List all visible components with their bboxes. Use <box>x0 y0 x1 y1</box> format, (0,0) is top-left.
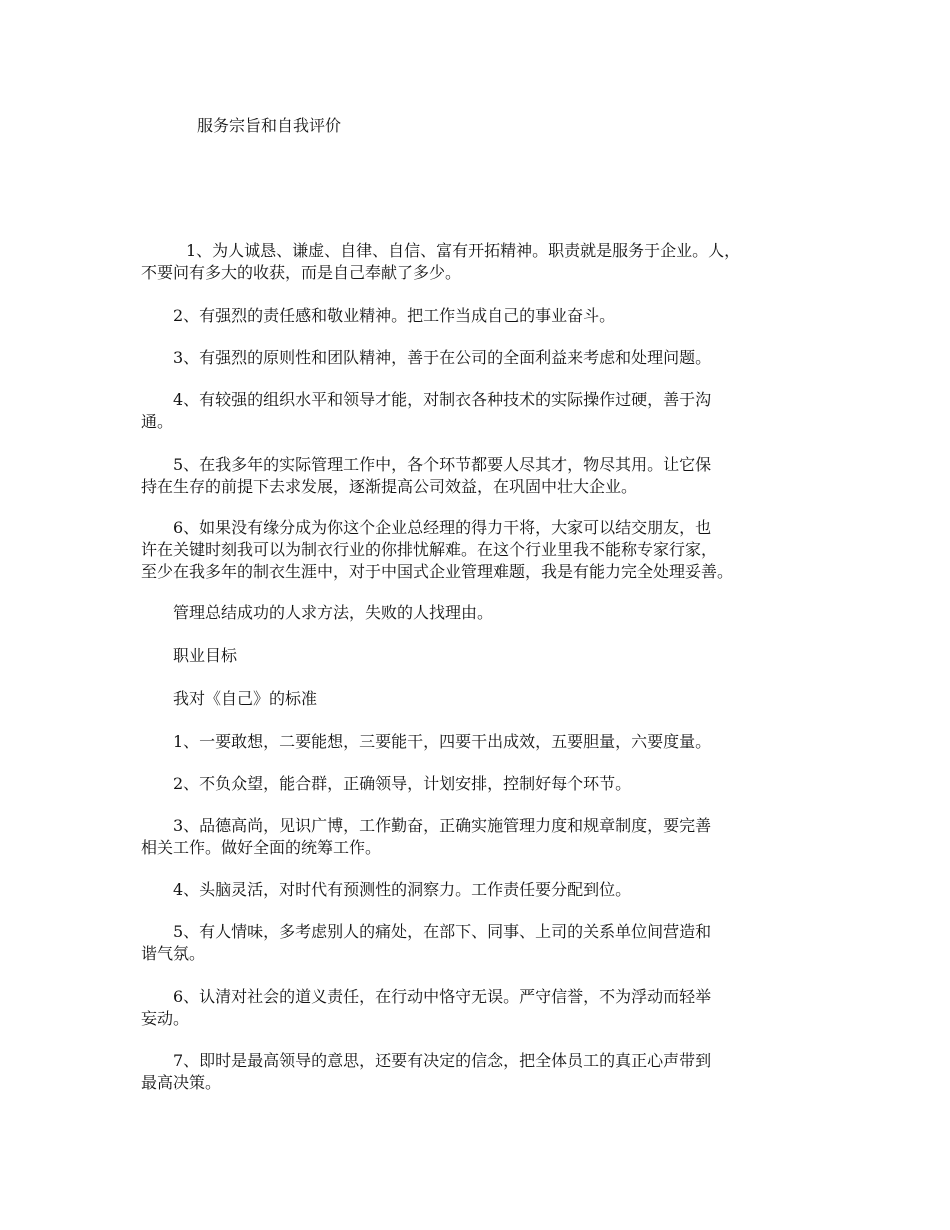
paragraph-line: 不要问有多大的收获，而是自己奉献了多少。 <box>141 263 462 282</box>
paragraph-line: 相关工作。做好全面的统筹工作。 <box>141 838 382 857</box>
paragraph-self-evaluation-6 <box>141 517 841 583</box>
paragraph-self-evaluation-2 <box>141 305 841 327</box>
paragraph-line: 1、为人诚恳、谦虚、自律、自信、富有开拓精神。职责就是服务于企业。人， <box>186 241 741 260</box>
paragraph-line: 妄动。 <box>141 1009 190 1028</box>
paragraph-line: 2、不负众望，能合群，正确领导，计划安排，控制好每个环节。 <box>173 774 632 793</box>
paragraph-line: 通。 <box>141 412 174 431</box>
paragraph-standard-7 <box>141 1050 841 1094</box>
paragraph-standard-4 <box>141 879 841 901</box>
paragraph-line: 4、头脑灵活，对时代有预测性的洞察力。工作责任要分配到位。 <box>173 880 632 899</box>
paragraph-self-evaluation-5 <box>141 454 841 498</box>
paragraph-standard-3 <box>141 815 841 859</box>
paragraph-line: 2、有强烈的责任感和敬业精神。把工作当成自己的事业奋斗。 <box>173 306 616 325</box>
paragraph-line: 3、有强烈的原则性和团队精神，善于在公司的全面利益来考虑和处理问题。 <box>173 348 712 367</box>
paragraph-line: 3、品德高尚，见识广博，工作勤奋，正确实施管理力度和规章制度，要完善 <box>173 816 712 835</box>
paragraph-line: 7、即时是最高领导的意思，还要有决定的信念，把全体员工的真正心声带到 <box>173 1051 712 1070</box>
paragraph-line: 我对《自己》的标准 <box>173 689 318 708</box>
paragraph-line: 许在关键时刻我可以为制衣行业的你排忧解难。在这个行业里我不能称专家行家， <box>141 540 718 559</box>
paragraph-line: 6、认清对社会的道义责任，在行动中恪守无误。严守信誉，不为浮动而轻举 <box>173 987 712 1006</box>
paragraph-line: 谐气氛。 <box>141 944 206 963</box>
paragraph-line: 至少在我多年的制衣生涯中，对于中国式企业管理难题，我是有能力完全处理妥善。 <box>141 562 734 581</box>
paragraph-standard-2 <box>141 773 841 795</box>
section-heading-career-goal <box>141 645 841 667</box>
document-title: 服务宗旨和自我评价 <box>197 116 342 135</box>
paragraph-line: 5、在我多年的实际管理工作中，各个环节都要人尽其才，物尽其用。让它保 <box>173 455 712 474</box>
paragraph-line: 4、有较强的组织水平和领导才能，对制衣各种技术的实际操作过硬，善于沟 <box>173 390 712 409</box>
paragraph-self-evaluation-4 <box>141 389 841 433</box>
paragraph-management-summary <box>141 602 841 624</box>
paragraph-standard-1 <box>141 731 841 753</box>
paragraph-line: 管理总结成功的人求方法，失败的人找理由。 <box>173 603 494 622</box>
paragraph-standard-5 <box>141 921 841 965</box>
paragraph-line: 职业目标 <box>173 646 238 665</box>
paragraph-line: 5、有人情味，多考虑别人的痛处，在部下、同事、上司的关系单位间营造和 <box>173 922 712 941</box>
paragraph-self-evaluation-3 <box>141 347 841 369</box>
paragraph-line: 6、如果没有缘分成为你这个企业总经理的得力干将，大家可以结交朋友，也 <box>173 518 712 537</box>
paragraph-self-evaluation-1 <box>141 240 841 284</box>
paragraph-line: 持在生存的前提下去求发展，逐渐提高公司效益，在巩固中壮大企业。 <box>141 477 638 496</box>
paragraph-line: 1、一要敢想，二要能想，三要能干，四要干出成效，五要胆量，六要度量。 <box>173 732 712 751</box>
paragraph-standard-6 <box>141 986 841 1030</box>
section-heading-self-standard <box>141 688 841 710</box>
paragraph-line: 最高决策。 <box>141 1073 222 1092</box>
